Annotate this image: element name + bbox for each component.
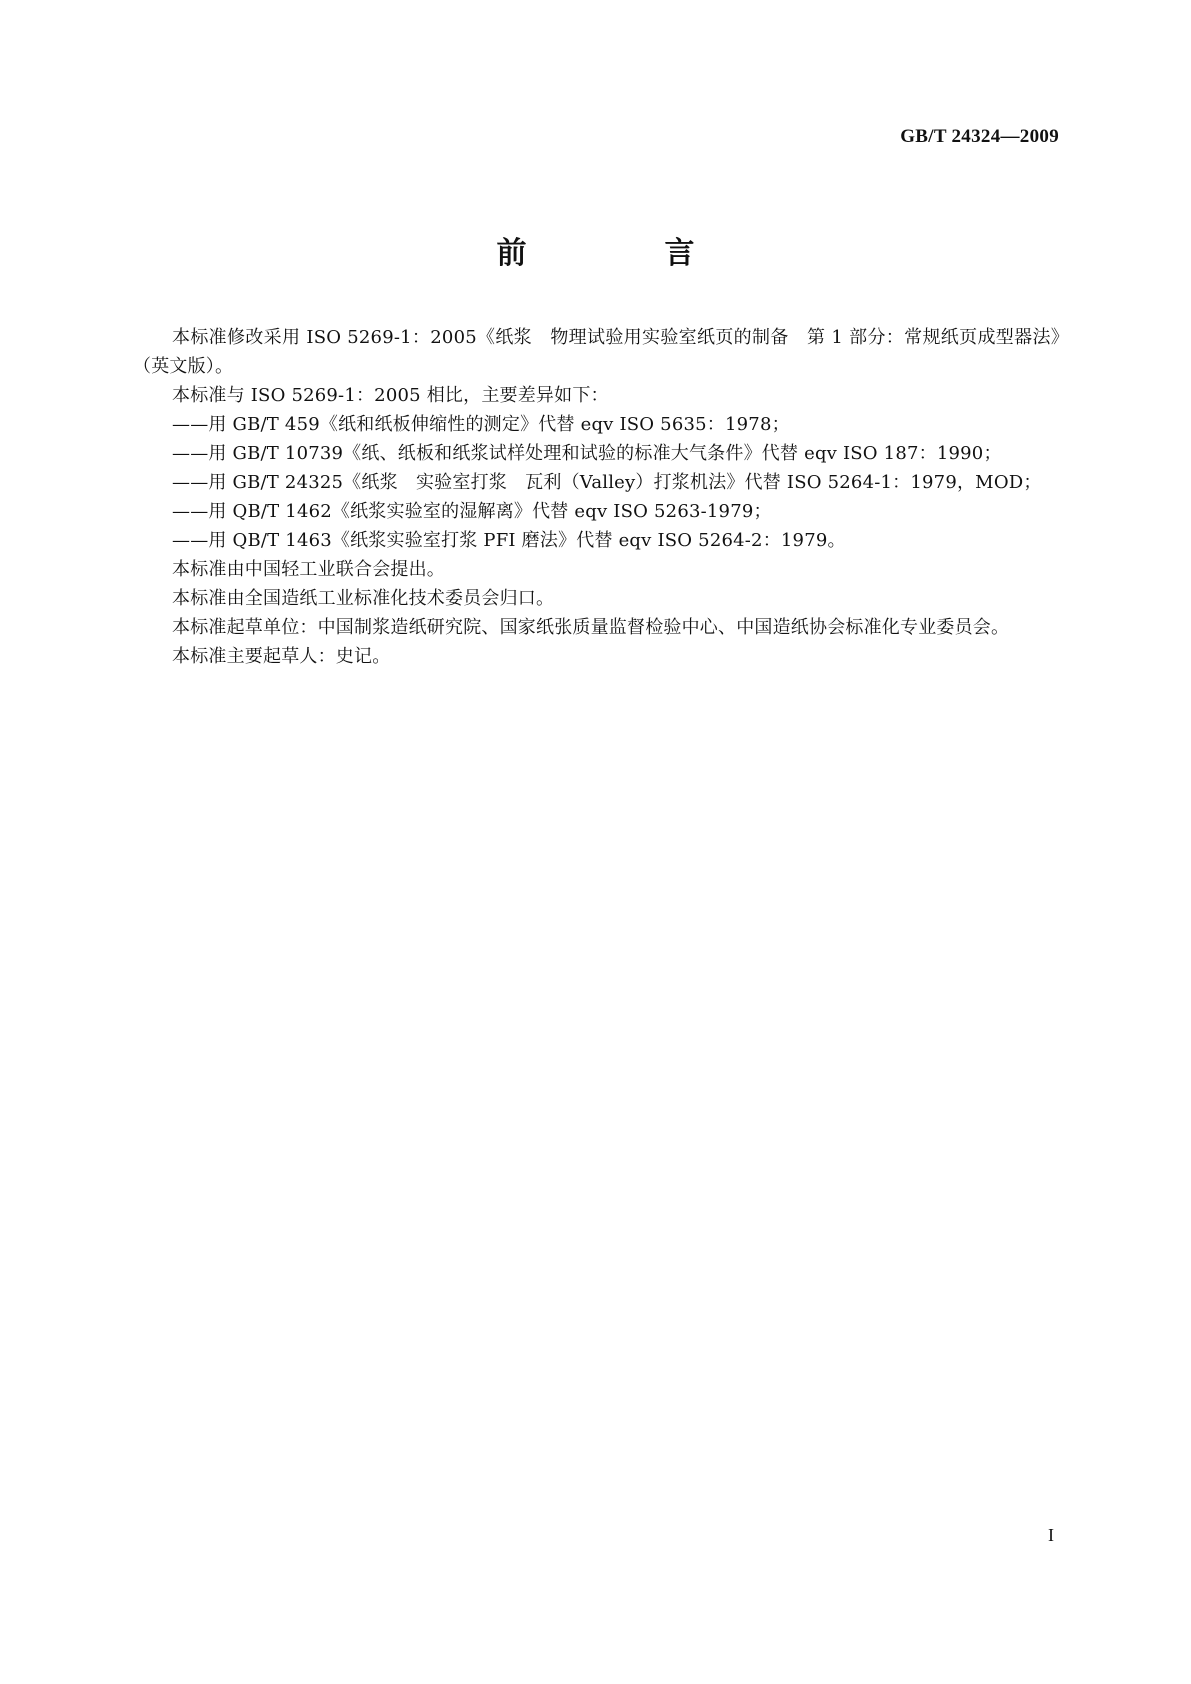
paragraph-proposed-by: 本标准由中国轻工业联合会提出。 <box>172 559 445 580</box>
paragraph-differences-intro: 本标准与 ISO 5269-1：2005 相比，主要差异如下： <box>172 385 609 406</box>
page-title: 前 言 <box>496 236 749 271</box>
difference-item: ——用 GB/T 24325《纸浆 实验室打浆 瓦利（Valley）打浆机法》代替 ISO 5264-1：1979，MOD； <box>172 472 1042 493</box>
difference-item: ——用 QB/T 1463《纸浆实验室打浆 PFI 磨法》代替 eqv ISO 5264-2：1979。 <box>172 530 846 551</box>
difference-item: ——用 QB/T 1462《纸浆实验室的湿解离》代替 eqv ISO 5263-1979； <box>172 501 772 522</box>
paragraph-drafters: 本标准主要起草人：史记。 <box>172 646 391 667</box>
paragraph-adoption: 本标准修改采用 ISO 5269-1：2005《纸浆 物理试验用实验室纸页的制备 第 1 部分：常规纸页成型器法》（英文版）。 <box>133 327 1060 377</box>
page-number: I <box>1048 1525 1054 1545</box>
paragraph-administered-by: 本标准由全国造纸工业标准化技术委员会归口。 <box>172 588 555 609</box>
document-code: GB/T 24324—2009 <box>900 126 1059 147</box>
difference-item: ——用 GB/T 459《纸和纸板伸缩性的测定》代替 eqv ISO 5635：1978； <box>172 414 790 435</box>
difference-item: ——用 GB/T 10739《纸、纸板和纸浆试样处理和试验的标准大气条件》代替 eqv ISO 187：1990； <box>172 443 1002 464</box>
foreword-body <box>133 323 1060 671</box>
paragraph-drafting-units: 本标准起草单位：中国制浆造纸研究院、国家纸张质量监督检验中心、中国造纸协会标准化专业委员会。 <box>172 617 1010 638</box>
